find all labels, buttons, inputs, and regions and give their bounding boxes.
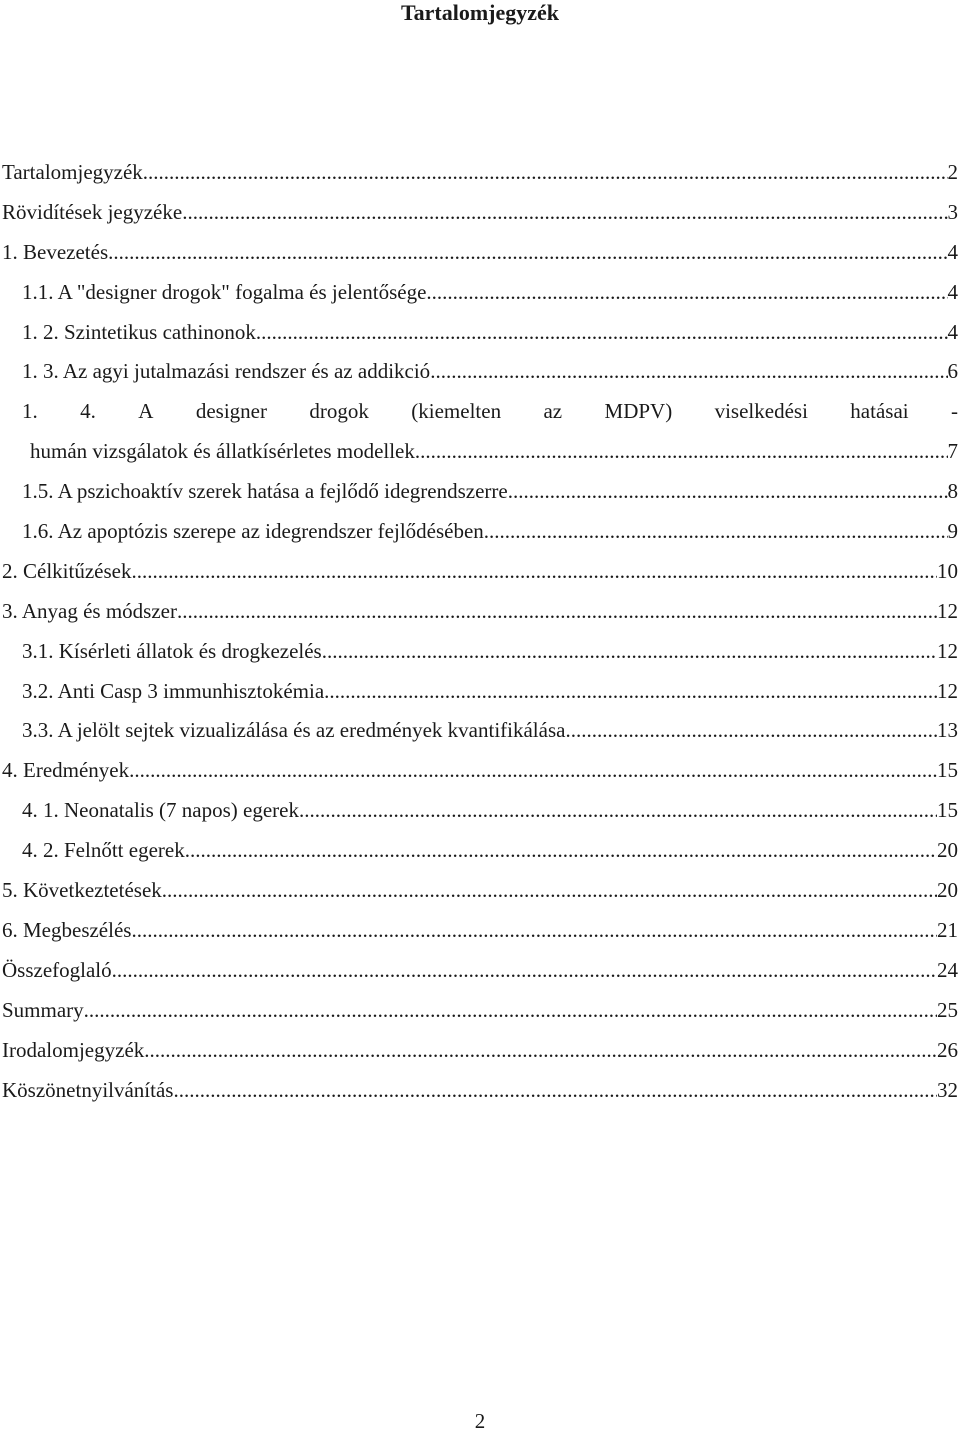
toc-leader-dots — [508, 472, 948, 512]
toc-word: designer — [195, 399, 267, 424]
toc-entry-label: Tartalomjegyzék — [2, 160, 143, 184]
toc-leader-dots — [112, 951, 937, 991]
toc-entry-page: 4 — [947, 319, 958, 344]
toc-entry-label: Köszönetnyilvánítás — [2, 1077, 174, 1102]
toc-entry-page: 25 — [937, 997, 958, 1022]
toc-entry-page: 32 — [937, 1077, 958, 1102]
toc-entry-page: 13 — [937, 718, 958, 743]
toc-entry-label: 6. Megbeszélés — [2, 917, 132, 942]
toc-entry-page: 24 — [937, 957, 958, 982]
toc-entry-label: Irodalomjegyzék — [2, 1037, 145, 1062]
toc-leader-dots — [430, 352, 947, 392]
toc-entry-page: 7 — [947, 439, 958, 464]
toc-entry[interactable] — [0, 233, 958, 273]
toc-entry-label: Összefoglaló — [2, 957, 112, 982]
toc-entry[interactable] — [0, 193, 958, 233]
toc-entry-page: 4 — [947, 279, 958, 304]
toc-leader-dots — [162, 871, 937, 911]
toc-leader-dots — [322, 632, 937, 672]
toc-word: (kiemelten — [411, 399, 502, 424]
toc-leader-dots — [129, 751, 937, 791]
toc-word: drogok — [309, 399, 369, 424]
toc-entry[interactable] — [0, 791, 958, 831]
toc-leader-dots — [426, 273, 947, 313]
toc-entry-label: Summary — [2, 997, 84, 1022]
toc-entry[interactable] — [0, 871, 958, 911]
toc-leader-dots — [143, 153, 948, 193]
toc-leader-dots — [484, 512, 948, 552]
toc-leader-dots — [185, 831, 937, 871]
toc-entry-page: 4 — [947, 239, 958, 264]
toc-entry-label: 1.6. Az apoptózis szerepe az idegrendszer fejlődésében — [22, 519, 484, 544]
toc-entry[interactable] — [0, 711, 958, 751]
toc-entry-page: 26 — [937, 1037, 958, 1062]
toc-leader-dots — [84, 991, 937, 1031]
page-title: Tartalomjegyzék — [400, 0, 560, 25]
toc-leader-dots — [324, 672, 937, 712]
toc-entry[interactable] — [0, 592, 958, 632]
table-of-contents — [0, 153, 958, 1110]
toc-leader-dots — [173, 1071, 937, 1111]
toc-leader-dots — [256, 313, 948, 353]
toc-entry[interactable] — [0, 1031, 958, 1071]
toc-leader-dots — [299, 791, 937, 831]
toc-entry-label: 1.5. A pszichoaktív szerek hatása a fejlődő idegrendszerre — [22, 479, 508, 504]
toc-leader-dots — [108, 233, 947, 273]
toc-leader-dots — [415, 432, 948, 472]
toc-entry-page: 2 — [947, 160, 958, 184]
toc-entry[interactable] — [0, 153, 958, 193]
toc-entry[interactable] — [0, 472, 958, 512]
toc-entry-page: 10 — [937, 558, 958, 583]
toc-entry-label-line2 — [0, 432, 958, 472]
toc-entry[interactable] — [0, 1071, 958, 1111]
toc-entry-page: 20 — [937, 878, 958, 903]
toc-entry-label: 3. Anyag és módszer — [2, 598, 177, 623]
toc-word: - — [951, 399, 958, 424]
toc-leader-dots — [131, 911, 937, 951]
toc-entry-page: 15 — [937, 758, 958, 783]
toc-word: MDPV) — [604, 399, 673, 424]
page-number: 2 — [474, 1409, 486, 1433]
toc-entry-label: 1. 3. Az agyi jutalmazási rendszer és az addikció — [22, 359, 431, 384]
toc-entry-label: humán vizsgálatok és állatkísérletes modellek — [30, 439, 415, 464]
toc-entry-page: 3 — [947, 199, 958, 224]
toc-entry-wrapped[interactable] — [0, 392, 958, 472]
toc-entry[interactable] — [0, 911, 958, 951]
toc-entry[interactable] — [0, 512, 958, 552]
toc-word: A — [138, 399, 154, 424]
toc-entry-page: 12 — [937, 678, 958, 703]
toc-entry-page: 20 — [937, 838, 958, 863]
toc-entry-label-line1 — [0, 392, 958, 432]
toc-entry-label: 4. Eredmények — [2, 758, 130, 783]
toc-entry-label: 3.3. A jelölt sejtek vizualizálása és az eredmények kvantifikálása — [22, 718, 566, 743]
toc-entry-label: 4. 1. Neonatalis (7 napos) egerek — [22, 798, 299, 823]
toc-entry-label: 1. Bevezetés — [2, 239, 109, 264]
toc-entry[interactable] — [0, 552, 958, 592]
toc-entry[interactable] — [0, 313, 958, 353]
toc-leader-dots — [182, 193, 947, 233]
toc-word: az — [543, 399, 563, 424]
toc-word: viselkedési — [714, 399, 808, 424]
toc-entry-label: 1. 2. Szintetikus cathinonok — [22, 319, 256, 344]
toc-entry-label: Rövidítések jegyzéke — [2, 199, 183, 224]
toc-entry[interactable] — [0, 632, 958, 672]
toc-entry[interactable] — [0, 273, 958, 313]
toc-leader-dots — [177, 592, 937, 632]
toc-entry-page: 9 — [947, 519, 958, 544]
toc-entry[interactable] — [0, 352, 958, 392]
toc-entry-label: 3.2. Anti Casp 3 immunhisztokémia — [22, 678, 325, 703]
toc-entry-page: 8 — [947, 479, 958, 504]
toc-entry-page: 12 — [937, 638, 958, 663]
toc-entry-page: 15 — [937, 798, 958, 823]
toc-entry-label: 3.1. Kísérleti állatok és drogkezelés — [22, 638, 322, 663]
toc-entry-label: 2. Célkitűzések — [2, 558, 132, 583]
toc-word: hatásai — [850, 399, 909, 424]
toc-word: 1. — [22, 399, 38, 424]
toc-leader-dots — [144, 1031, 937, 1071]
toc-word: 4. — [80, 399, 96, 424]
toc-entry-page: 21 — [937, 917, 958, 942]
toc-entry[interactable] — [0, 951, 958, 991]
toc-entry[interactable] — [0, 831, 958, 871]
toc-entry-label: 5. Következtetések — [2, 878, 162, 903]
toc-entry-page: 6 — [947, 359, 958, 384]
toc-entry[interactable] — [0, 751, 958, 791]
toc-entry[interactable] — [0, 672, 958, 712]
toc-entry-label: 4. 2. Felnőtt egerek — [22, 838, 185, 863]
toc-leader-dots — [131, 552, 937, 592]
toc-entry-label: 1.1. A "designer drogok" fogalma és jelentősége — [22, 279, 427, 304]
toc-entry-page: 12 — [937, 598, 958, 623]
toc-leader-dots — [565, 711, 937, 751]
toc-entry[interactable] — [0, 991, 958, 1031]
